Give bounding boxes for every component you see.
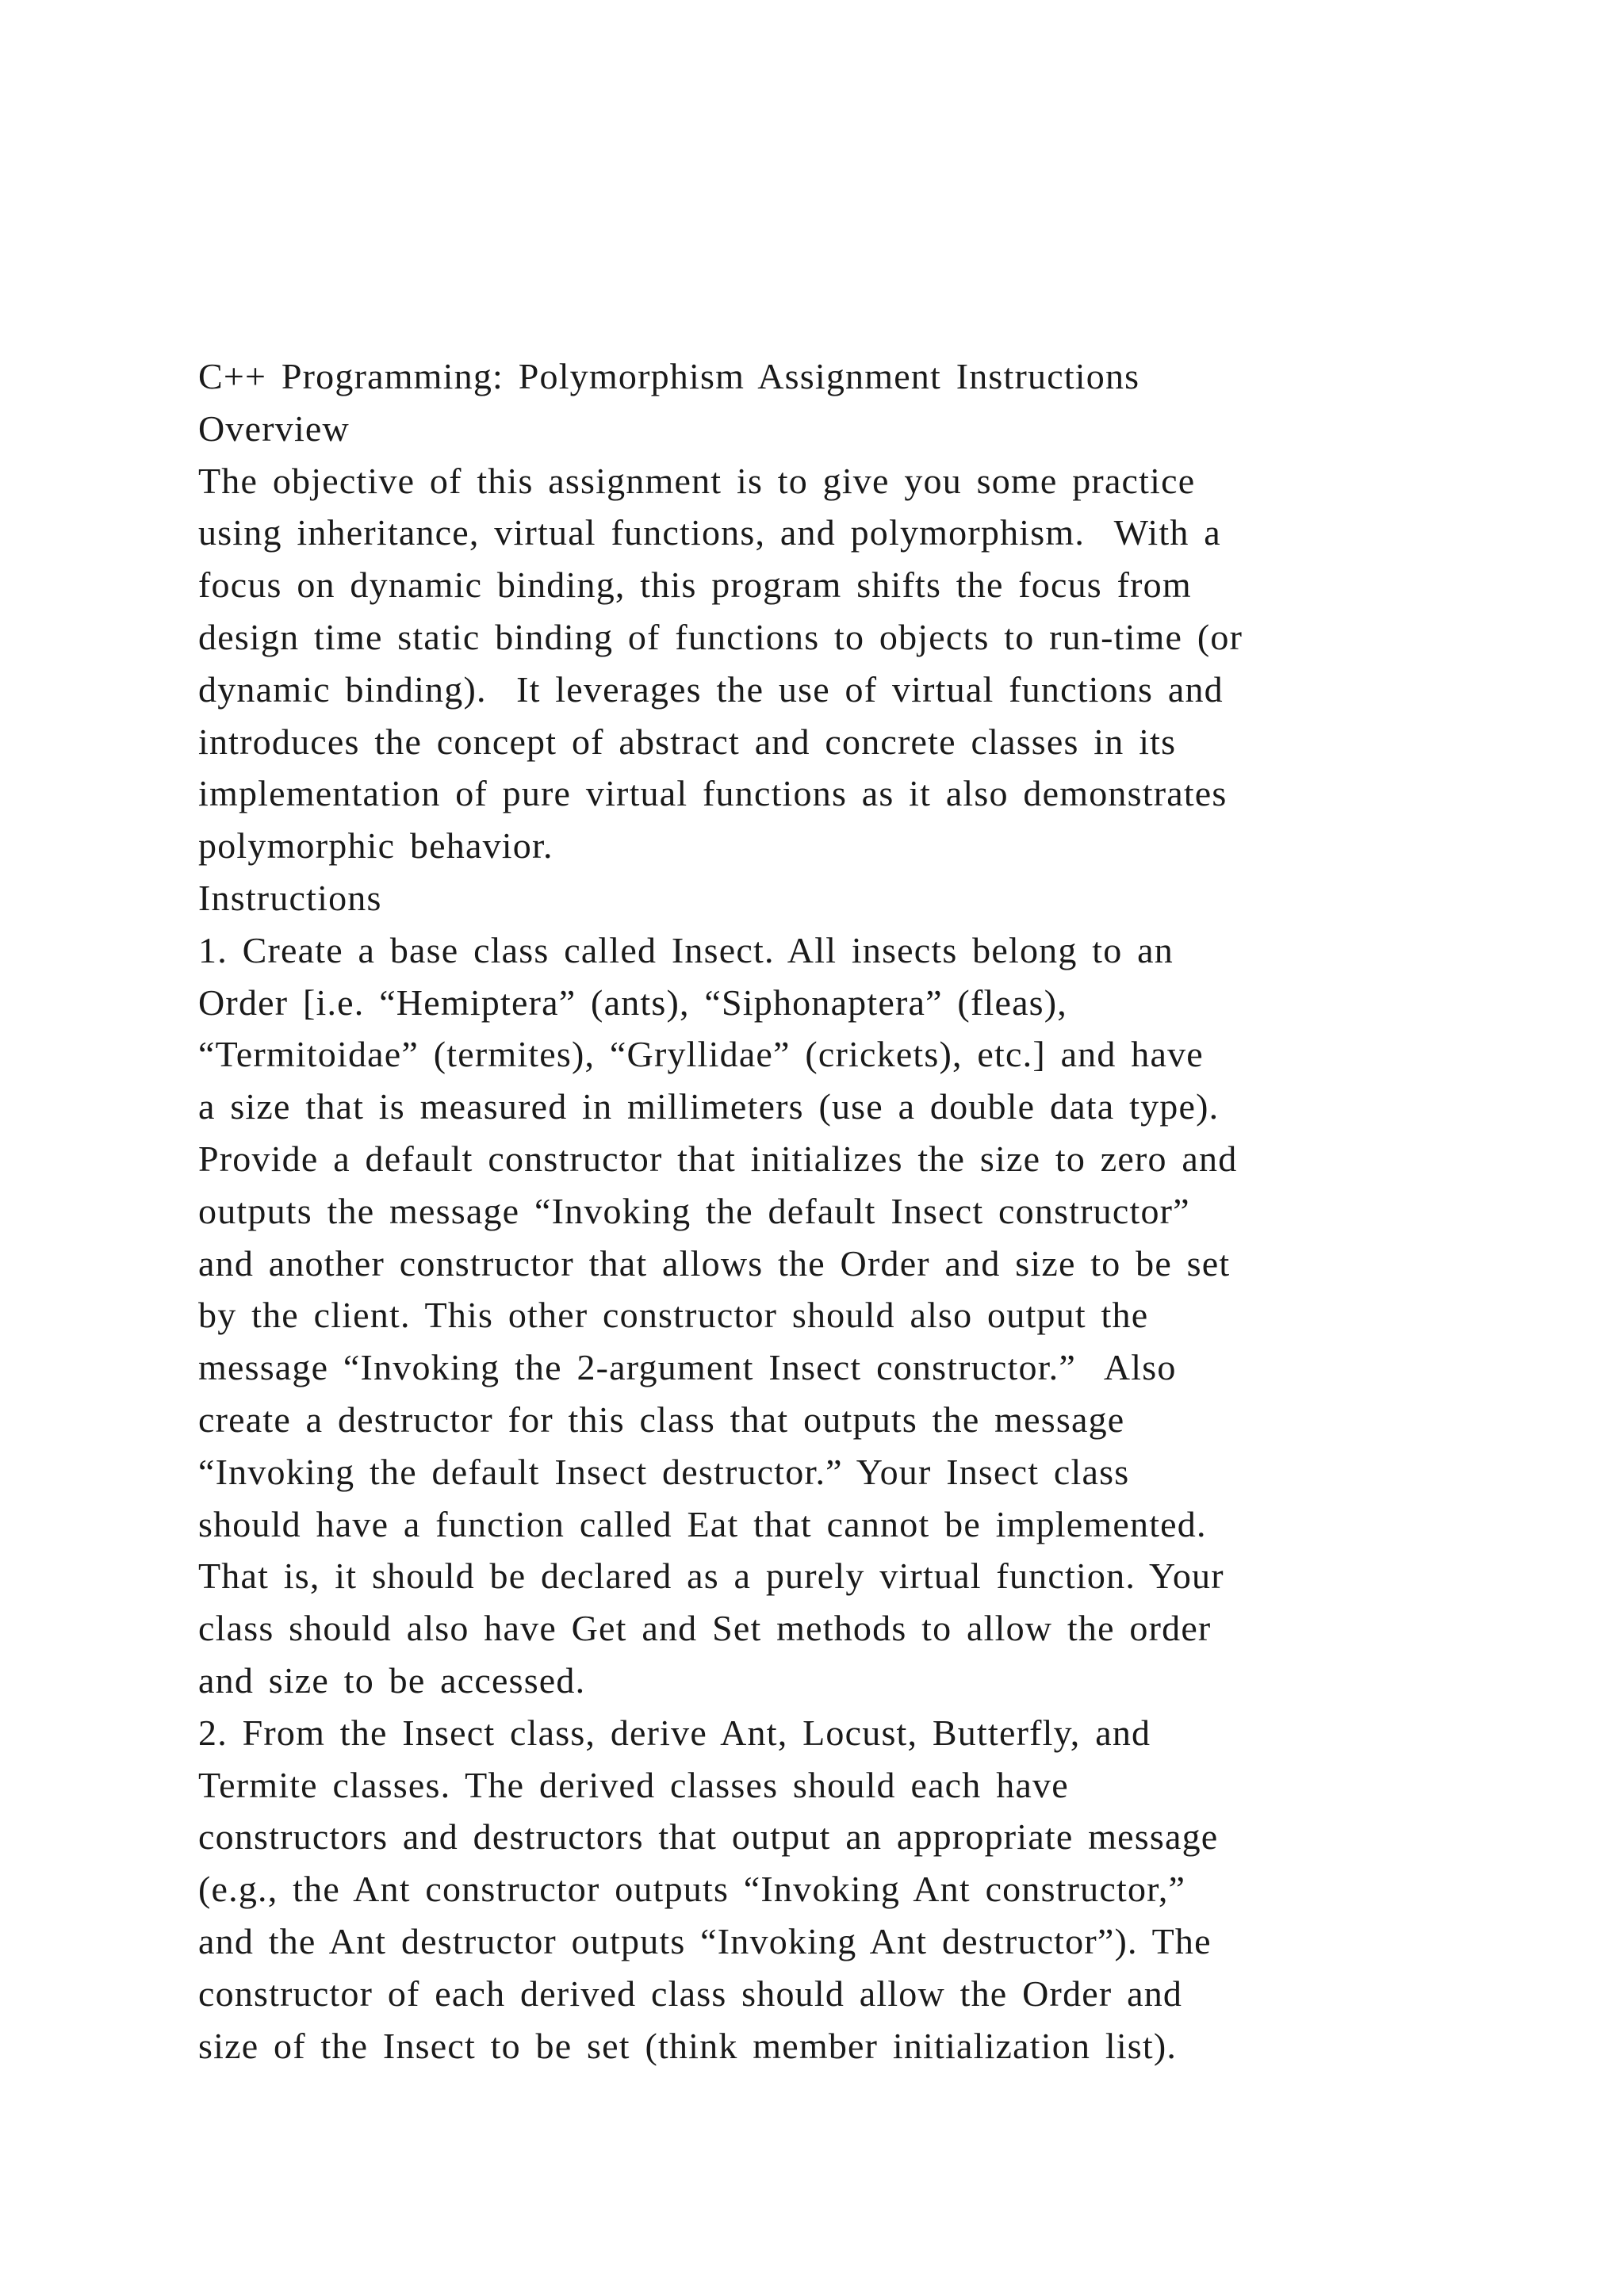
text-line: and size to be accessed. bbox=[198, 1659, 586, 1701]
text-line: Termite classes. The derived classes should each have bbox=[198, 1764, 1069, 1805]
text-line: “Invoking the default Insect destructor.” Your Insect class bbox=[198, 1451, 1130, 1492]
text-line: design time static binding of functions to objects to run-time (or bbox=[198, 616, 1243, 657]
text-line: Provide a default constructor that initializes the size to zero and bbox=[198, 1138, 1238, 1179]
text-line: using inheritance, virtual functions, and polymorphism. With a bbox=[198, 512, 1221, 553]
text-line: outputs the message “Invoking the default Insect constructor” bbox=[198, 1190, 1190, 1231]
text-line: 2. From the Insect class, derive Ant, Locust, Butterfly, and bbox=[198, 1712, 1151, 1753]
text-line: dynamic binding). It leverages the use of virtual functions and bbox=[198, 668, 1224, 710]
text-line: a size that is measured in millimeters (use a double data type). bbox=[198, 1086, 1220, 1127]
text-line: 1. Create a base class called Insect. All insects belong to an bbox=[198, 929, 1174, 970]
text-line: by the client. This other constructor should also output the bbox=[198, 1295, 1149, 1336]
text-line: and the Ant destructor outputs “Invoking Ant destructor”). The bbox=[198, 1920, 1212, 1961]
text-line: “Termitoidae” (termites), “Gryllidae” (crickets), etc.] and have bbox=[198, 1034, 1204, 1075]
text-line: That is, it should be declared as a purely virtual function. Your bbox=[198, 1556, 1224, 1597]
text-line: should have a function called Eat that cannot be implemented. bbox=[198, 1503, 1207, 1544]
text-line: polymorphic behavior. bbox=[198, 825, 553, 867]
text-line: Order [i.e. “Hemiptera” (ants), “Siphonaptera” (fleas), bbox=[198, 982, 1068, 1023]
text-line: and another constructor that allows the Order and size to be set bbox=[198, 1242, 1231, 1284]
text-line: create a destructor for this class that outputs the message bbox=[198, 1399, 1125, 1440]
text-line: constructors and destructors that output an appropriate message bbox=[198, 1816, 1219, 1858]
text-line: class should also have Get and Set methods to allow the order bbox=[198, 1608, 1212, 1649]
section-heading-overview: Overview bbox=[198, 408, 350, 449]
section-heading-instructions: Instructions bbox=[198, 877, 382, 918]
text-line: implementation of pure virtual functions as it also demonstrates bbox=[198, 773, 1228, 814]
text-line: introduces the concept of abstract and concrete classes in its bbox=[198, 721, 1177, 762]
text-line: The objective of this assignment is to give you some practice bbox=[198, 460, 1196, 501]
text-line: (e.g., the Ant constructor outputs “Invoking Ant constructor,” bbox=[198, 1869, 1186, 1910]
document-title: C++ Programming: Polymorphism Assignment Instructions bbox=[198, 356, 1140, 396]
text-line: size of the Insect to be set (think member initialization list). bbox=[198, 2025, 1178, 2066]
text-line: focus on dynamic binding, this program shifts the focus from bbox=[198, 564, 1192, 606]
text-line: constructor of each derived class should allow the Order and bbox=[198, 1973, 1183, 2014]
document-body bbox=[198, 350, 1530, 2072]
text-line: message “Invoking the 2-argument Insect constructor.” Also bbox=[198, 1347, 1177, 1388]
